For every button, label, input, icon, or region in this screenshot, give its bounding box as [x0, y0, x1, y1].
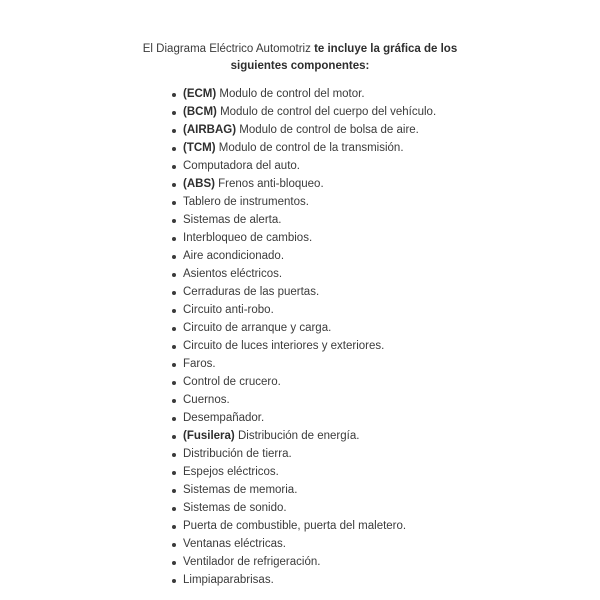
bullet-icon — [172, 309, 176, 313]
item-text: Asientos eléctricos. — [183, 268, 283, 280]
bullet-icon — [172, 93, 176, 97]
bullet-icon — [172, 489, 176, 493]
item-text: Distribución de energía. — [237, 430, 360, 442]
bullet-icon — [172, 291, 176, 295]
list-item — [170, 301, 570, 319]
bullet-icon — [172, 129, 176, 133]
bullet-icon — [172, 381, 176, 385]
list-item — [170, 553, 570, 571]
list-item — [170, 229, 570, 247]
list-item — [170, 427, 570, 445]
bullet-icon — [172, 543, 176, 547]
list-item — [170, 193, 570, 211]
bullet-icon — [172, 435, 176, 439]
item-text: Sistemas de alerta. — [183, 214, 282, 226]
bullet-icon — [172, 255, 176, 259]
list-item — [170, 121, 570, 139]
bullet-icon — [172, 561, 176, 565]
list-item — [170, 499, 570, 517]
intro-paragraph — [120, 41, 480, 75]
list-item — [170, 535, 570, 553]
bullet-icon — [172, 525, 176, 529]
item-text: Distribución de tierra. — [183, 448, 292, 460]
item-text: Interbloqueo de cambios. — [183, 232, 313, 244]
item-code: (ABS) — [183, 178, 215, 190]
list-item — [170, 175, 570, 193]
item-text: Control de crucero. — [183, 376, 281, 388]
item-text: Tablero de instrumentos. — [183, 196, 309, 208]
bullet-icon — [172, 399, 176, 403]
list-item — [170, 265, 570, 283]
item-text: Computadora del auto. — [183, 160, 300, 172]
bullet-icon — [172, 363, 176, 367]
item-text: Ventanas eléctricas. — [183, 538, 286, 550]
item-text: Modulo de control de la transmisión. — [218, 142, 404, 154]
bullet-icon — [172, 579, 176, 583]
list-item — [170, 409, 570, 427]
item-text: Cuernos. — [183, 394, 230, 406]
item-text: Faros. — [183, 358, 216, 370]
bullet-icon — [172, 165, 176, 169]
list-item — [170, 391, 570, 409]
list-item — [170, 157, 570, 175]
bullet-icon — [172, 111, 176, 115]
list-item — [170, 247, 570, 265]
item-code: (Fusilera) — [183, 430, 235, 442]
list-item — [170, 211, 570, 229]
item-text: Desempañador. — [183, 412, 265, 424]
intro-bold-text: te incluye la gráfica de los siguientes componentes: — [230, 43, 458, 72]
bullet-icon — [172, 201, 176, 205]
item-text: Modulo de control del cuerpo del vehículo. — [220, 106, 437, 118]
bullet-icon — [172, 417, 176, 421]
item-text: Puerta de combustible, puerta del maletero. — [183, 520, 407, 532]
list-item — [170, 139, 570, 157]
item-text: Sistemas de memoria. — [183, 484, 298, 496]
list-item — [170, 319, 570, 337]
bullet-icon — [172, 219, 176, 223]
bullet-icon — [172, 507, 176, 511]
item-code: (ECM) — [183, 88, 217, 100]
bullet-icon — [172, 327, 176, 331]
list-item — [170, 445, 570, 463]
item-text: Ventilador de refrigeración. — [183, 556, 321, 568]
item-text: Circuito de arranque y carga. — [183, 322, 332, 334]
item-code: (AIRBAG) — [183, 124, 237, 136]
list-item — [170, 463, 570, 481]
item-code: (BCM) — [183, 106, 217, 118]
bullet-icon — [172, 453, 176, 457]
bullet-icon — [172, 183, 176, 187]
list-item — [170, 85, 570, 103]
item-code: (TCM) — [183, 142, 216, 154]
list-item — [170, 103, 570, 121]
list-item — [170, 337, 570, 355]
list-item — [170, 283, 570, 301]
item-text: Circuito anti-robo. — [183, 304, 274, 316]
bullet-icon — [172, 471, 176, 475]
intro-text: El Diagrama Eléctrico Automotriz — [142, 43, 315, 55]
item-text: Cerraduras de las puertas. — [183, 286, 320, 298]
item-text: Circuito de luces interiores y exteriores. — [183, 340, 385, 352]
item-text: Limpiaparabrisas. — [183, 574, 274, 586]
list-item — [170, 481, 570, 499]
component-list — [170, 85, 570, 589]
item-text: Espejos eléctricos. — [183, 466, 279, 478]
item-text: Modulo de control de bolsa de aire. — [239, 124, 419, 136]
item-text: Frenos anti-bloqueo. — [218, 178, 324, 190]
list-item — [170, 373, 570, 391]
list-item — [170, 571, 570, 589]
bullet-icon — [172, 345, 176, 349]
item-text: Sistemas de sonido. — [183, 502, 287, 514]
bullet-icon — [172, 273, 176, 277]
list-item — [170, 355, 570, 373]
item-text: Modulo de control del motor. — [219, 88, 365, 100]
list-item — [170, 517, 570, 535]
bullet-icon — [172, 147, 176, 151]
item-text: Aire acondicionado. — [183, 250, 285, 262]
bullet-icon — [172, 237, 176, 241]
